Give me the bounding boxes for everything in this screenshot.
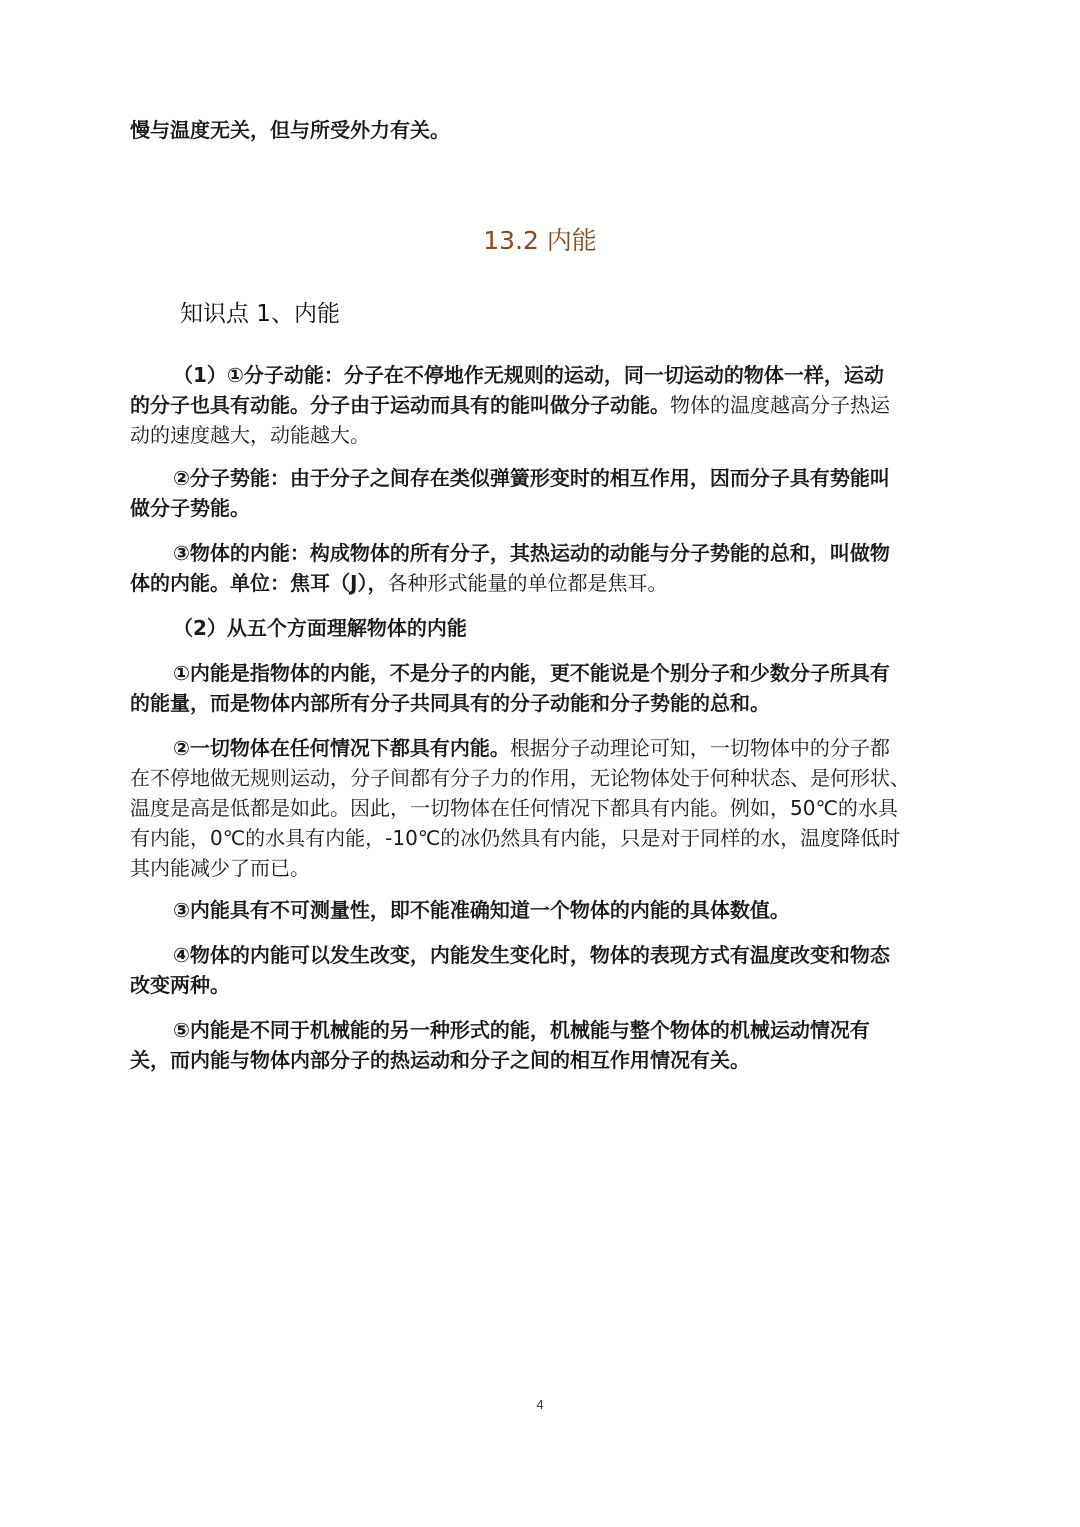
point-b-line-2: 在不停地做无规则运动，分子间都有分子力的作用，无论物体处于何种状态、是何形状、 xyxy=(130,766,910,790)
internal-unit-light: 各种形式能量的单位都是焦耳。 xyxy=(387,571,668,595)
point-b-line-5: 其内能减少了而已。 xyxy=(130,856,310,880)
kinetic-definition-bold: 的分子也具有动能。分子由于运动而具有的能叫做分子动能。 xyxy=(130,393,670,417)
point-e-line-1: ⑤内能是不同于机械能的另一种形式的能，机械能与整个物体的机械运动情况有 xyxy=(173,1018,870,1042)
carryover-line: 慢与温度无关，但与所受外力有关。 xyxy=(130,118,450,142)
paragraph-internal-line-1: ③物体的内能：构成物体的所有分子，其热运动的动能与分子势能的总和，叫做物 xyxy=(173,541,890,565)
point-a-line-2: 的能量，而是物体内部所有分子共同具有的分子动能和分子势能的总和。 xyxy=(130,691,770,715)
point-b-line-4: 有内能，0℃的水具有内能，-10℃的冰仍然具有内能，只是对于同样的水，温度降低时 xyxy=(130,826,901,850)
kinetic-definition-light: 物体的温度越高分子热运 xyxy=(670,393,890,417)
knowledge-point-heading: 知识点 1、内能 xyxy=(180,301,340,327)
paragraph-kinetic-line-3: 动的速度越大，动能越大。 xyxy=(130,423,370,447)
paragraph-potential-line-2: 做分子势能。 xyxy=(130,496,250,520)
section-title: 13.2 内能 xyxy=(483,226,597,255)
point-b-light: 根据分子动理论可知，一切物体中的分子都 xyxy=(509,736,890,760)
paragraph-internal-line-2 xyxy=(130,568,960,598)
paragraph-potential-line-1: ②分子势能：由于分子之间存在类似弹簧形变时的相互作用，因而分子具有势能叫 xyxy=(173,466,890,490)
point-b-bold: ②一切物体在任何情况下都具有内能。 xyxy=(173,736,510,760)
point-d-line-2: 改变两种。 xyxy=(130,973,230,997)
point-a-line-1: ①内能是指物体的内能，不是分子的内能，更不能说是个别分子和少数分子所具有 xyxy=(173,661,890,685)
part2-heading: （2）从五个方面理解物体的内能 xyxy=(173,616,467,640)
internal-unit-bold: 体的内能。单位：焦耳（J）， xyxy=(130,571,388,595)
page-number: 4 xyxy=(536,1397,544,1412)
paragraph-kinetic-line-2 xyxy=(130,390,960,420)
paragraph-kinetic-line-1: （1）①分子动能：分子在不停地作无规则的运动，同一切运动的物体一样，运动 xyxy=(173,363,884,387)
point-d-line-1: ④物体的内能可以发生改变，内能发生变化时，物体的表现方式有温度改变和物态 xyxy=(173,943,890,967)
point-c-line-1: ③内能具有不可测量性，即不能准确知道一个物体的内能的具体数值。 xyxy=(173,898,790,922)
point-b-line-3: 温度是高是低都是如此。因此，一切物体在任何情况下都具有内能。例如，50℃的水具 xyxy=(130,796,898,820)
point-b-line-1 xyxy=(173,733,963,763)
point-e-line-2: 关，而内能与物体内部分子的热运动和分子之间的相互作用情况有关。 xyxy=(130,1048,750,1072)
